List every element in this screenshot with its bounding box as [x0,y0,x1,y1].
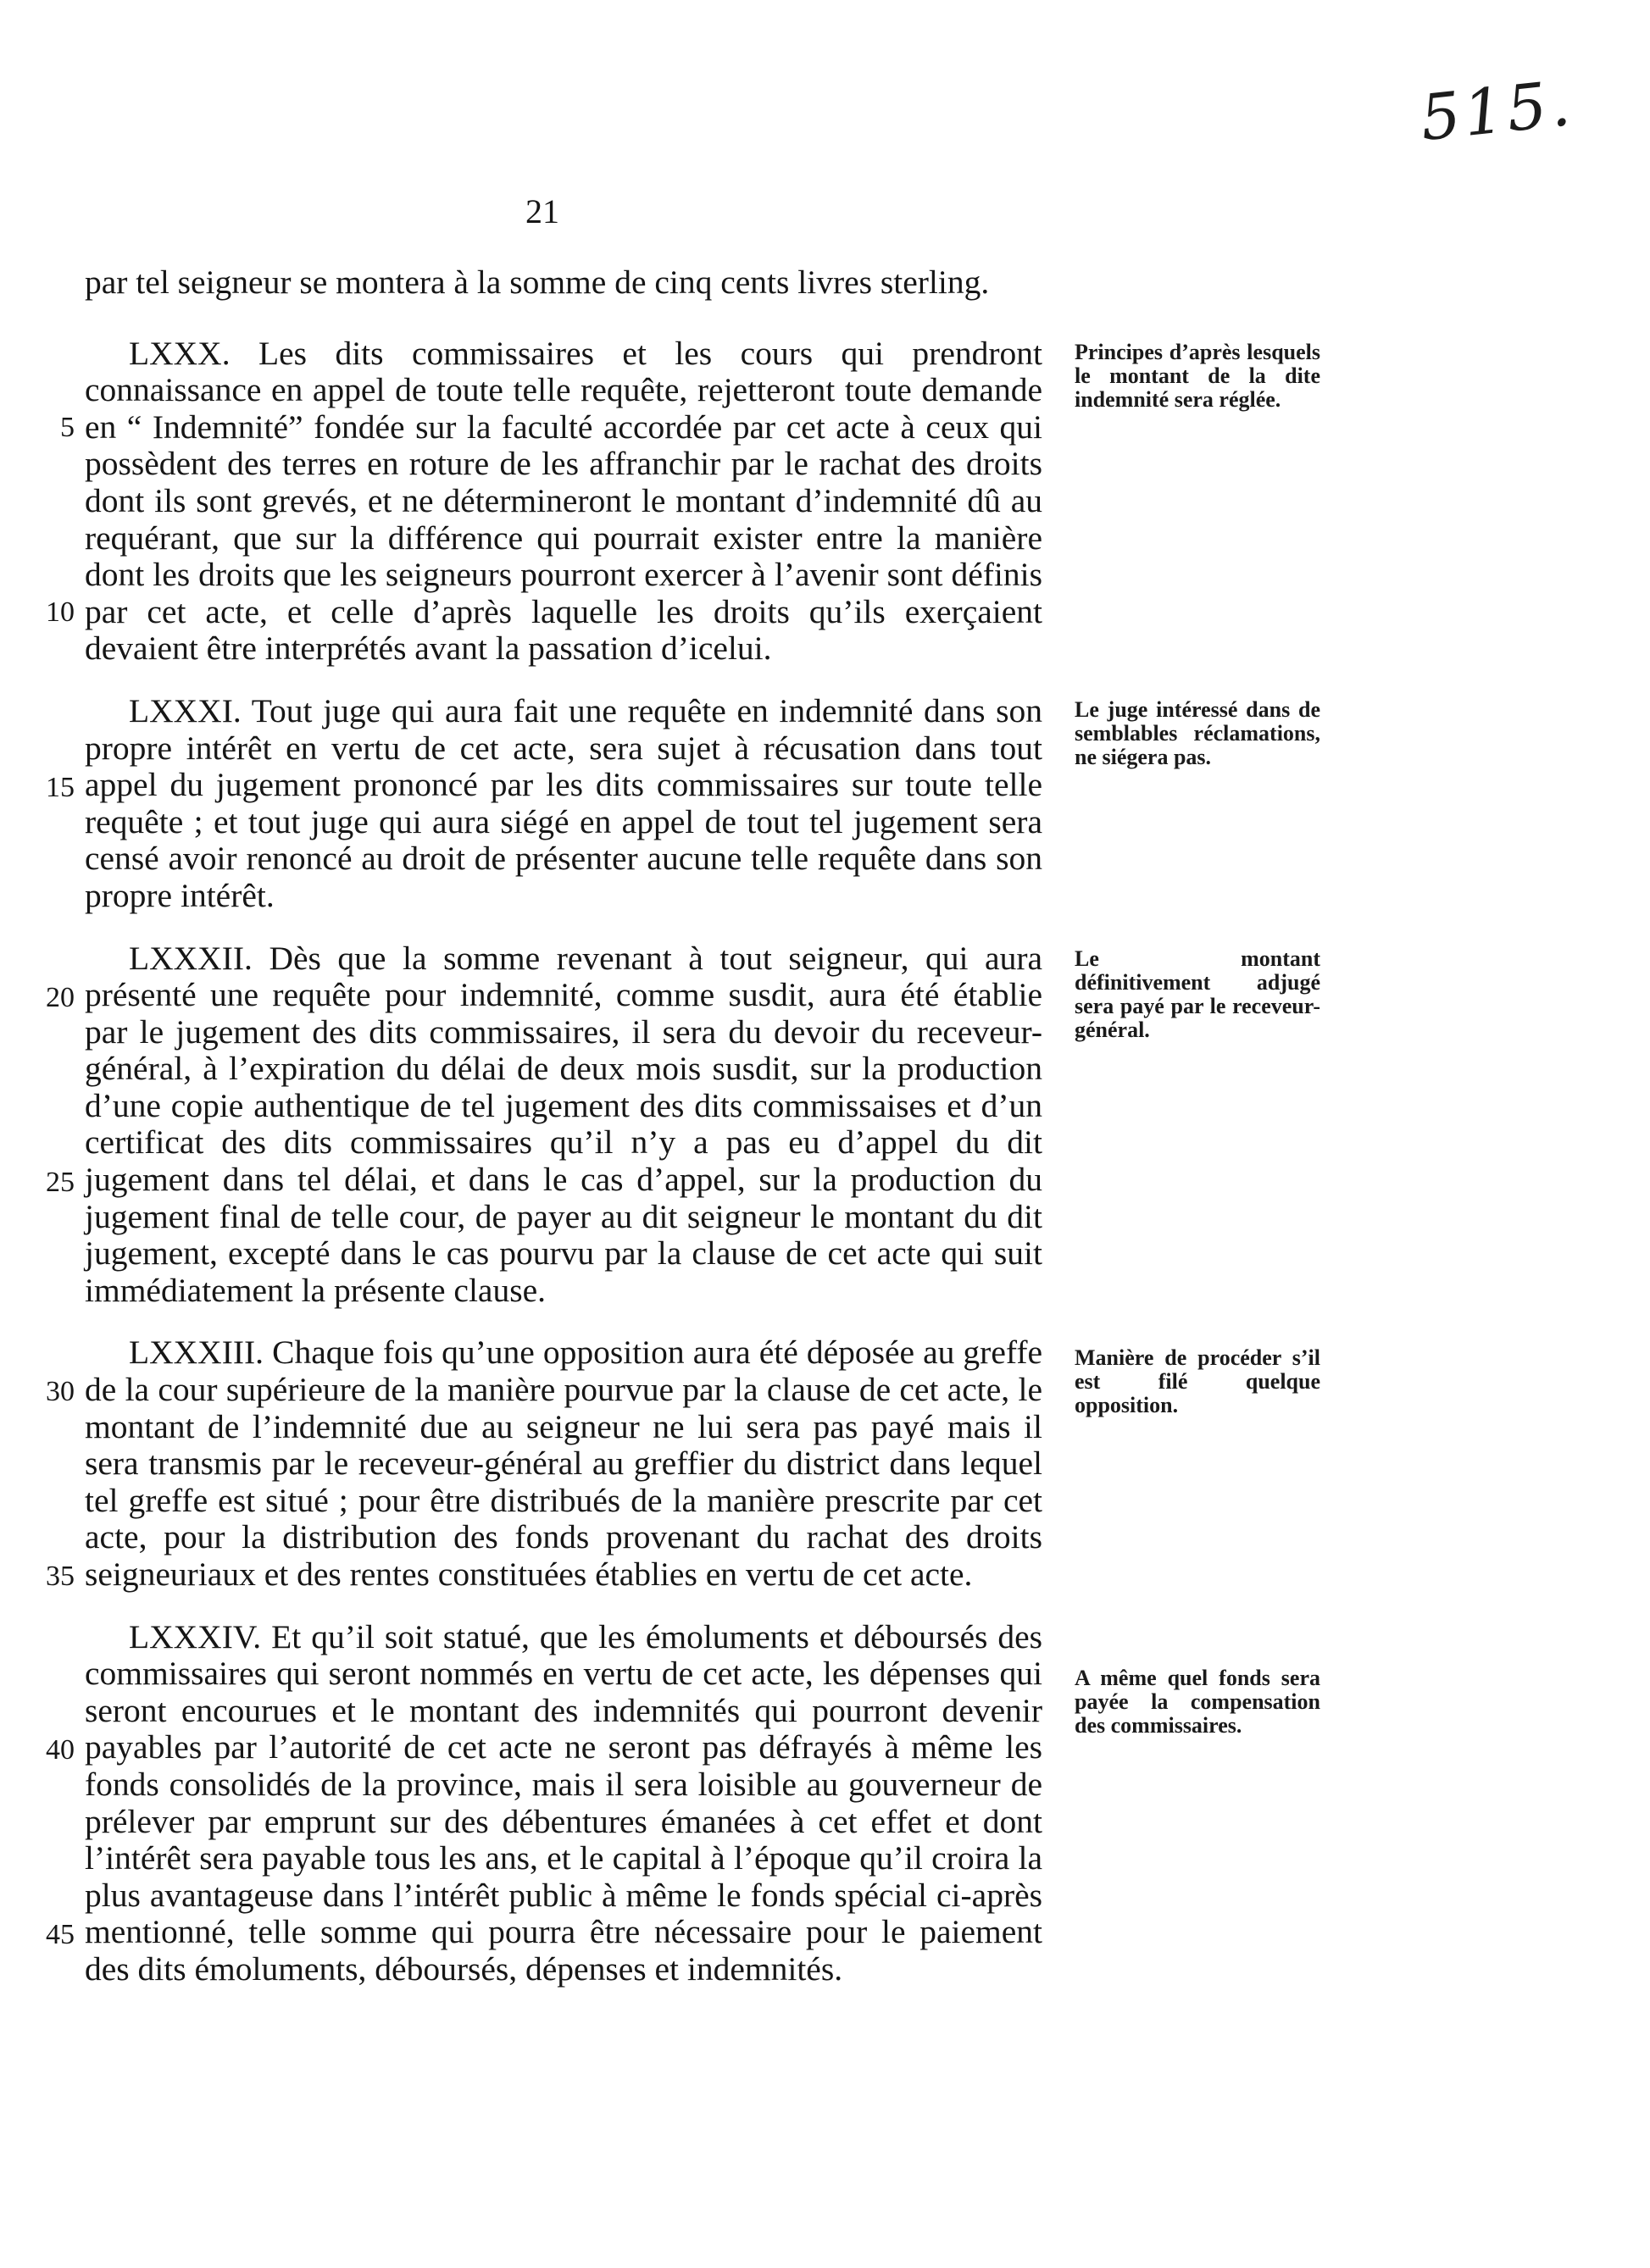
clause-lxxxi [46,691,1320,915]
line-number: 5 [60,411,75,443]
margin-note: Le montant définitivement adjugé sera payé par le receveur-général. [1075,945,1320,1042]
line-number: 35 [46,1561,75,1593]
margin-note: Principes d’après lesquels le montant de la dite indemnité sera réglée. [1075,339,1320,412]
clause-text: Tout juge qui aura fait une requête en indemnité dans son propre intérêt en vertu de cet acte, sera sujet à récusation dans tout appel du jugement prononcé par les dits commissaires sur toute telle requête ; et tout juge qui aura siégé en appel de tout tel jugement sera censé avoir renoncé au droit de présenter aucune telle requête dans son propre intérêt. [85,691,1042,914]
clause-lxxxiii [46,1334,1320,1593]
page-number: 21 [525,192,559,230]
margin-note: Manière de procéder s’il est filé quelque opposition. [1075,1345,1320,1418]
clause-lxxx [46,334,1320,668]
margin-note: Le juge intéressé dans de semblables réclamations, ne siégera pas. [1075,696,1320,769]
handwritten-page-number: 515. [1417,66,1577,156]
clause-text: Et qu’il soit statué, que les émoluments et déboursés des commissaires qui seront nommés en vertu de cet acte, les dépenses qui seront encourues et le montant des indemnités qui pourront devenir payables par l’autorité de cet acte ne seront pas défrayés à même les fonds consolidés de la province, mais il sera loisible au gouverneur de prélever par emprunt sur des débentures émanées à cet effet et dont l’intérêt sera payable tous les ans, et le capital à l’époque qu’il croira la plus avantageuse dans l’intérêt public à même le fonds spécial ci-après mentionné, telle somme qui pourra être nécessaire pour le paiement des dits émoluments, déboursés, dépenses et indemnités. [85,1617,1043,1988]
line-number: 45 [46,1918,75,1950]
clause-number: LXXXIII. [129,1334,264,1372]
clause-text: Chaque fois qu’une opposition aura été déposée au greffe de la cour supérieure de la manière pourvue par la clause de cet acte, le montant de l’indemnité due au seigneur ne lui sera pas payé mais il sera transmis par le receveur-général au greffier du district dans lequel tel greffe est situé ; pour être distribués de la manière prescrite par cet acte, pour la distribution des fonds provenant du rachat des droits seigneuriaux et des rentes constituées établies en vertu de cet acte. [85,1334,1042,1593]
line-number: 20 [46,981,75,1013]
clause-text: Dès que la somme revenant à tout seigneur, qui aura présenté une requête pour indemnité, comme susdit, aura été établie par le jugement des dits commissaires, il sera du devoir du receveur-général, à l’expiration du délai de deux mois susdit, sur la production d’une copie authentique de tel jugement des dits commissaises et d’un certificat des dits commissaires qu’il n’y a pas eu d’appel du dit jugement dans tel délai, et dans le cas d’appel, sur la production du jugement final de telle cour, de payer au dit seigneur le montant du dit jugement, excepté dans le cas pourvu par la clause de cet acte qui suit immédiatement la présente clause. [85,939,1043,1309]
line-number: 10 [46,596,75,628]
clause-lxxxiv [46,1617,1320,1988]
clause-lxxxii [46,939,1320,1310]
line-number: 15 [46,771,75,803]
document-body [46,263,1320,1988]
clause-number: LXXX. [129,334,231,372]
line-number: 30 [46,1376,75,1408]
clause-number: LXXXI. [129,691,242,729]
margin-note: A même quel fonds sera payée la compensation des commissaires. [1075,1665,1320,1738]
lead-paragraph: par tel seigneur se montera à la somme de cinq cents livres sterling. [85,263,990,301]
line-number: 40 [46,1733,75,1766]
clause-number: LXXXIV. [129,1617,262,1655]
line-number: 25 [46,1166,75,1198]
clause-text: Les dits commissaires et les cours qui prendront connaissance en appel de toute telle requête, rejetteront toute demande en “ Indemnité” fondée sur la faculté accordée par cet acte à ceux qui possèdent des terres en roture de les affranchir par le rachat des droits dont ils sont grevés, et ne détermineront le montant d’indemnité dû au requérant, que sur la différence qui pourrait exister entre la manière dont les droits que les seigneurs pourront exercer à l’avenir sont définis par cet acte, et celle d’après laquelle les droits qu’ils exerçaient devaient être interprétés avant la passation d’icelui. [85,334,1042,668]
clause-number: LXXXII. [129,939,253,977]
